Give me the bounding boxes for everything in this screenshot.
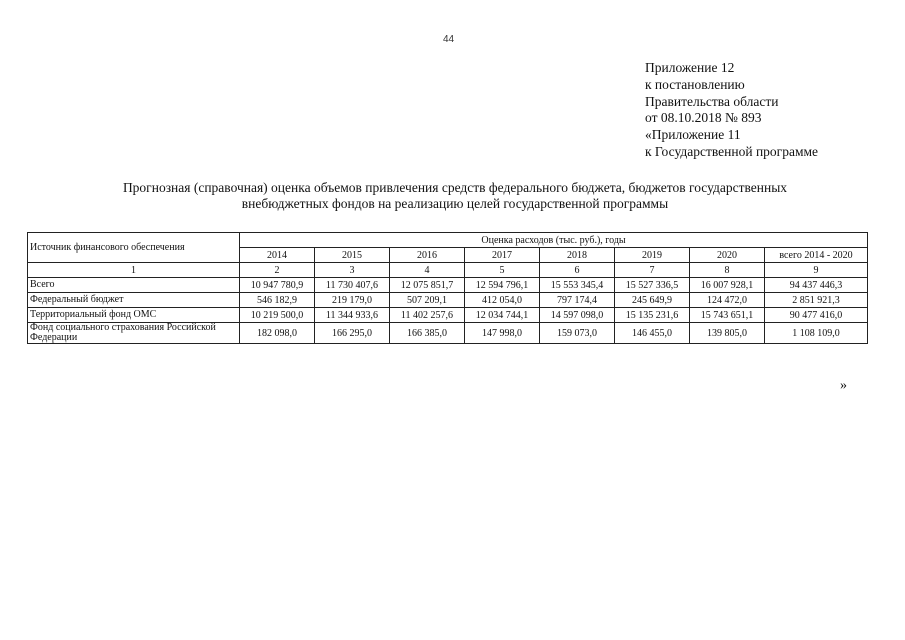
- title-line: Прогнозная (справочная) оценка объемов привлечения средств федерального бюджета, бюджетов государственных: [122, 180, 788, 195]
- year-header: 2019: [615, 248, 690, 263]
- table-cell: 166 295,0: [315, 323, 390, 344]
- year-header: 2020: [690, 248, 765, 263]
- table-cell: 159 073,0: [540, 323, 615, 344]
- table-cell: 507 209,1: [390, 293, 465, 308]
- group-header: Оценка расходов (тыс. руб.), годы: [240, 233, 868, 248]
- year-header: 2017: [465, 248, 540, 263]
- table-cell: 11 730 407,6: [315, 278, 390, 293]
- table-cell: 139 805,0: [690, 323, 765, 344]
- row-source: Территориальный фонд ОМС: [28, 308, 240, 323]
- table-cell: 15 527 336,5: [615, 278, 690, 293]
- table-cell: 546 182,9: [240, 293, 315, 308]
- title-line: внебюджетных фондов на реализацию целей государственной программы: [241, 196, 669, 211]
- table-cell: 245 649,9: [615, 293, 690, 308]
- table-cell: 94 437 446,3: [765, 278, 868, 293]
- table-cell: 1 108 109,0: [765, 323, 868, 344]
- column-number: 6: [540, 263, 615, 278]
- table-cell: 12 075 851,7: [390, 278, 465, 293]
- table-cell: 412 054,0: [465, 293, 540, 308]
- row-source: Фонд социального страхования Российской Федерации: [28, 323, 240, 344]
- appendix-line: от 08.10.2018 № 893: [645, 110, 762, 126]
- year-header: 2015: [315, 248, 390, 263]
- table-cell: 11 402 257,6: [390, 308, 465, 323]
- page-number: 44: [443, 34, 455, 45]
- column-number: 9: [765, 263, 868, 278]
- column-number: 7: [615, 263, 690, 278]
- table-cell: 12 594 796,1: [465, 278, 540, 293]
- table-cell: 11 344 933,6: [315, 308, 390, 323]
- table-header-row: [28, 233, 868, 248]
- total-header: всего 2014 - 2020: [765, 248, 868, 263]
- table-cell: 797 174,4: [540, 293, 615, 308]
- appendix-block: [645, 60, 818, 161]
- column-number: 5: [465, 263, 540, 278]
- column-number: 2: [240, 263, 315, 278]
- table-cell: 14 597 098,0: [540, 308, 615, 323]
- year-header: 2014: [240, 248, 315, 263]
- table-cell: 15 135 231,6: [615, 308, 690, 323]
- table-cell: 2 851 921,3: [765, 293, 868, 308]
- table-cell: 146 455,0: [615, 323, 690, 344]
- appendix-line: Правительства области: [645, 93, 779, 109]
- table-cell: 15 553 345,4: [540, 278, 615, 293]
- table-cell: 12 034 744,1: [465, 308, 540, 323]
- table-cell: 15 743 651,1: [690, 308, 765, 323]
- table-cell: 166 385,0: [390, 323, 465, 344]
- funding-table: [27, 232, 868, 344]
- table-row: [28, 323, 868, 344]
- table-row: [28, 278, 868, 293]
- table-cell: 124 472,0: [690, 293, 765, 308]
- table-cell: 10 947 780,9: [240, 278, 315, 293]
- table-row: [28, 293, 868, 308]
- column-number: 1: [28, 263, 240, 278]
- source-column-header: Источник финансового обеспечения: [28, 233, 240, 263]
- column-number: 3: [315, 263, 390, 278]
- table-cell: 90 477 416,0: [765, 308, 868, 323]
- year-header: 2016: [390, 248, 465, 263]
- table-cell: 16 007 928,1: [690, 278, 765, 293]
- column-number-row: [28, 263, 868, 278]
- year-header: 2018: [540, 248, 615, 263]
- table-row: [28, 308, 868, 323]
- row-source: Всего: [28, 278, 240, 293]
- table-cell: 10 219 500,0: [240, 308, 315, 323]
- table-cell: 219 179,0: [315, 293, 390, 308]
- row-source: Федеральный бюджет: [28, 293, 240, 308]
- table-cell: 147 998,0: [465, 323, 540, 344]
- closing-quote: »: [840, 378, 847, 393]
- appendix-line: «Приложение 11: [645, 127, 741, 143]
- appendix-line: к Государственной программе: [645, 143, 819, 159]
- appendix-line: к постановлению: [645, 76, 745, 92]
- document-title: [60, 180, 850, 212]
- appendix-line: Приложение 12: [645, 60, 735, 75]
- column-number: 8: [690, 263, 765, 278]
- column-number: 4: [390, 263, 465, 278]
- table-cell: 182 098,0: [240, 323, 315, 344]
